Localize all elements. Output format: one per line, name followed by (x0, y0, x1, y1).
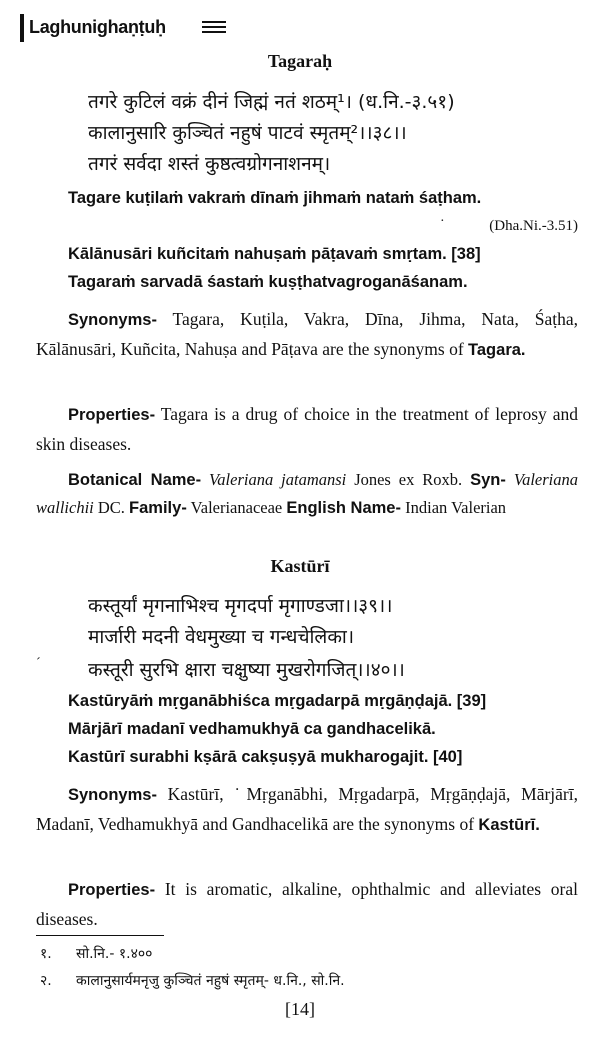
transliteration-line: Kastūrī surabhi kṣārā cakṣuṣyā mukharogajit. [40] (68, 748, 463, 766)
footnote (40, 944, 152, 963)
english-name-text: Indian Valerian (405, 498, 507, 517)
page-number: [14] (285, 999, 315, 1019)
sanskrit-verse-line: कस्तूरी सुरभि क्षारा चक्षुष्या मुखरोगजित्।।४०।। (88, 659, 405, 681)
section-heading-tagara: Tagaraḥ (267, 51, 333, 71)
sanskrit-verse-line: कालानुसारि कुञ्चितं नहुषं पाटवं स्मृतम्²।।३८।। (88, 122, 407, 144)
synonyms-paragraph (36, 780, 578, 840)
properties-text: It is aromatic, alkaline, ophthalmic and alleviates oral diseases. (36, 879, 578, 929)
english-name-label: English Name- (286, 499, 401, 517)
section-heading-kasturi: Kastūrī (270, 556, 330, 576)
transliteration-line: Kastūryāṁ mṛganābhiśca mṛgadarpā mṛgāṇḍajā. [39] (68, 692, 487, 710)
transliteration-line: Tagaraṁ sarvadā śastaṁ kuṣṭhatvagroganāśanam. (68, 273, 468, 291)
botanical-paragraph (36, 466, 578, 522)
botanical-name: Valeriana jatamansi (209, 470, 347, 489)
sanskrit-verse-line: तगरे कुटिलं वक्रं दीनं जिह्मं नतं शठम्¹। (ध.नि.-३.५१) (88, 91, 455, 113)
botanical-label: Botanical Name- (68, 471, 202, 489)
botanical-author: Jones ex Roxb. (354, 470, 463, 489)
header-rule-lines (202, 21, 226, 35)
footnote-number: २. (40, 973, 52, 989)
footnote-text: कालानुसार्यमनृजु कुञ्चितं नहुषं स्मृतम्- ध.नि., सो.नि. (76, 973, 345, 989)
stray-mark: · (440, 214, 445, 229)
transliteration-line: Kālānusāri kuñcitaṁ nahuṣaṁ pāṭavaṁ smṛtam. [38] (68, 245, 481, 263)
stray-mark: ˊ (36, 656, 41, 671)
synonyms-paragraph (36, 305, 578, 365)
footnote-number: १. (40, 946, 52, 962)
synonyms-name: Tagara. (468, 341, 526, 359)
properties-label: Properties- (68, 406, 156, 424)
family-label: Family- (129, 499, 187, 517)
properties-text: Tagara is a drug of choice in the treatment of leprosy and skin diseases. (36, 404, 578, 454)
synonyms-text: Tagara, Kuṭila, Vakra, Dīna, Jihma, Nata, Śaṭha, Kālānusāri, Kuñcita, Nahuṣa and Pāṭava are the synonyms of (36, 309, 578, 359)
synonyms-label: Synonyms- (68, 786, 157, 804)
synonyms-label: Synonyms- (68, 311, 157, 329)
family-text: Valerianaceae (190, 498, 283, 517)
transliteration-line: Mārjārī madanī vedhamukhyā ca gandhacelikā. (68, 720, 436, 738)
sanskrit-verse-line: मार्जारी मदनी वेधमुख्या च गन्धचेलिका। (88, 626, 355, 648)
properties-paragraph (36, 400, 578, 459)
footnote-text: सो.नि.- १.४०० (76, 946, 153, 962)
transliteration-line: Tagare kuṭilaṁ vakraṁ dīnaṁ jihmaṁ nataṁ śaṭham. (68, 189, 482, 207)
footnote (40, 971, 345, 990)
properties-paragraph (36, 875, 578, 934)
verse-reference: (Dha.Ni.-3.51) (489, 218, 578, 234)
sanskrit-verse-line: तगरं सर्वदा शस्तं कुष्ठत्वग्रोगनाशनम्। (88, 153, 331, 175)
footnote-rule (36, 935, 164, 936)
properties-label: Properties- (68, 881, 156, 899)
syn-label: Syn- (470, 471, 506, 489)
header-bracket (20, 14, 24, 42)
sanskrit-verse-line: कस्तूर्यां मृगनाभिश्च मृगदर्पा मृगाण्डजा।।३९।। (88, 595, 393, 617)
syn-name: Valeriana wallichii (36, 470, 578, 517)
syn-author: DC. (97, 498, 125, 517)
synonyms-text: Kastūrī, ˙Mṛganābhi, Mṛgadarpā, Mṛgāṇḍajā, Mārjārī, Madanī, Vedhamukhyā and Gandhacelikā are the synonyms of (36, 784, 578, 834)
header-title: Laghunighaṇṭuḥ (29, 17, 166, 37)
synonyms-name: Kastūrī. (478, 816, 540, 834)
